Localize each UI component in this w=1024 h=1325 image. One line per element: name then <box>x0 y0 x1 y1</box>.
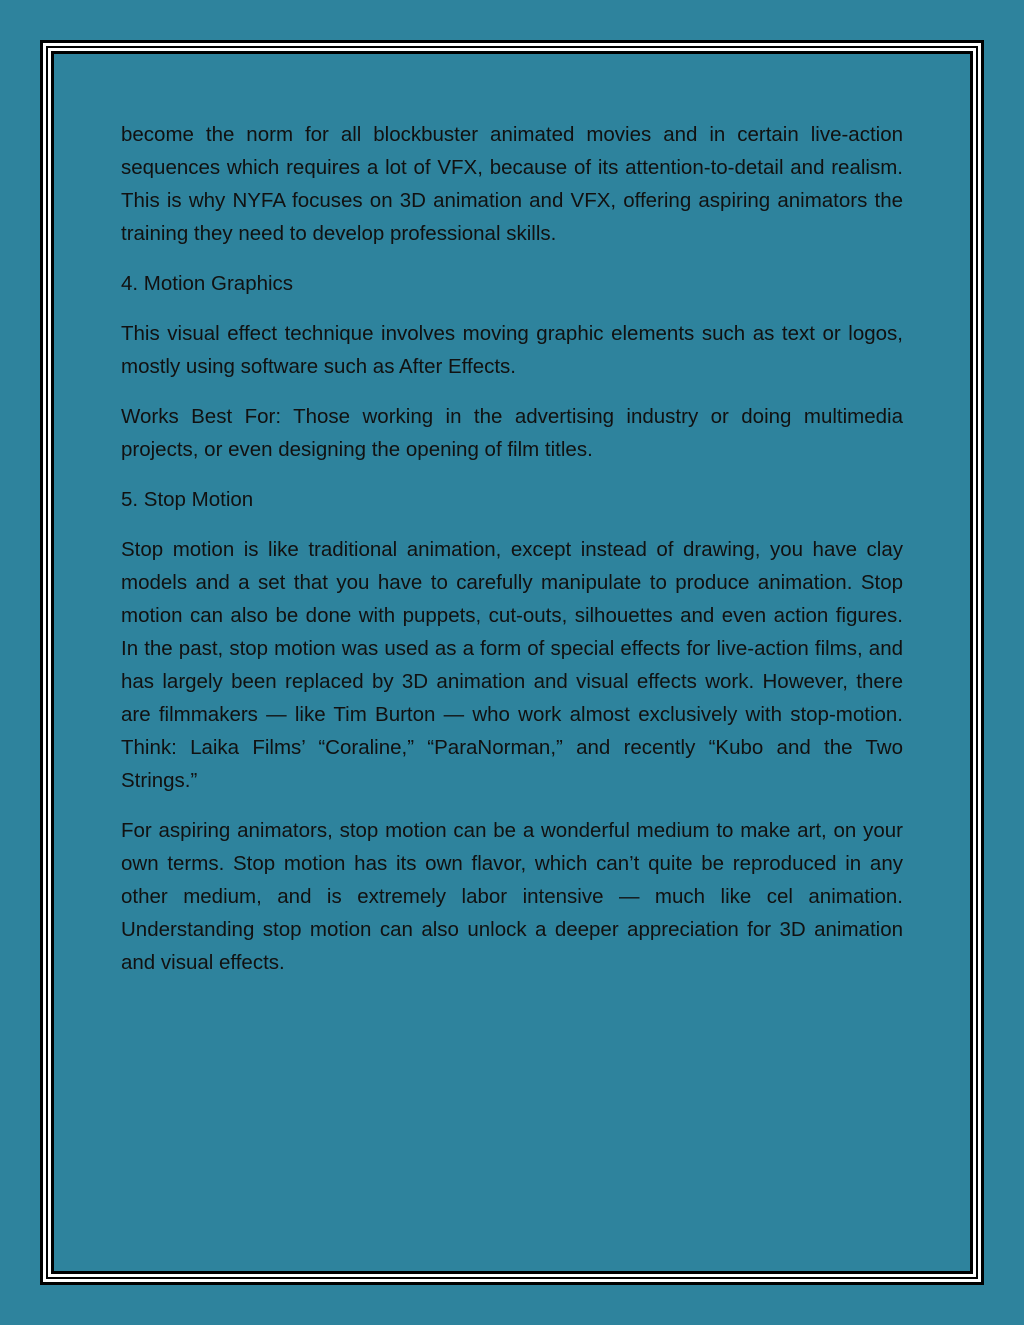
paragraph-motion-graphics-description: This visual effect technique involves moving graphic elements such as text or logos, mostly using software such as After Effects. <box>121 322 903 378</box>
paragraph-motion-graphics-works-best-for: Works Best For: Those working in the advertising industry or doing multimedia projects, or even designing the opening of film titles. <box>121 405 903 461</box>
paragraph-stop-motion-description: Stop motion is like traditional animation, except instead of drawing, you have clay models and a set that you have to carefully manipulate to produce animation. Stop motion can also be done with puppets, cut-outs, silhouettes and even action figures. In the past, stop motion was used as a form of special effects for live-action films, and has largely been replaced by 3D animation and visual effects work. However, there are filmmakers — like Tim Burton — who work almost exclusively with stop-motion. Think: Laika Films’ “Coraline,” “ParaNorman,” and recently “Kubo and the Two Strings.” <box>121 538 903 792</box>
paragraph-3d-animation-intro: become the norm for all blockbuster animated movies and in certain live-action sequences which requires a lot of VFX, because of its attention-to-detail and realism. This is why NYFA focuses on 3D animation and VFX, offering aspiring animators the training they need to develop professional skills. <box>121 123 903 245</box>
document-body <box>121 118 903 996</box>
heading-stop-motion: 5. Stop Motion <box>121 488 254 511</box>
heading-motion-graphics: 4. Motion Graphics <box>121 272 294 295</box>
paragraph-stop-motion-aspiring-animators: For aspiring animators, stop motion can be a wonderful medium to make art, on your own terms. Stop motion has its own flavor, which can’t quite be reproduced in any other medium, and is extremely labor intensive — much like cel animation. Understanding stop motion can also unlock a deeper appreciation for 3D animation and visual effects. <box>121 819 903 974</box>
